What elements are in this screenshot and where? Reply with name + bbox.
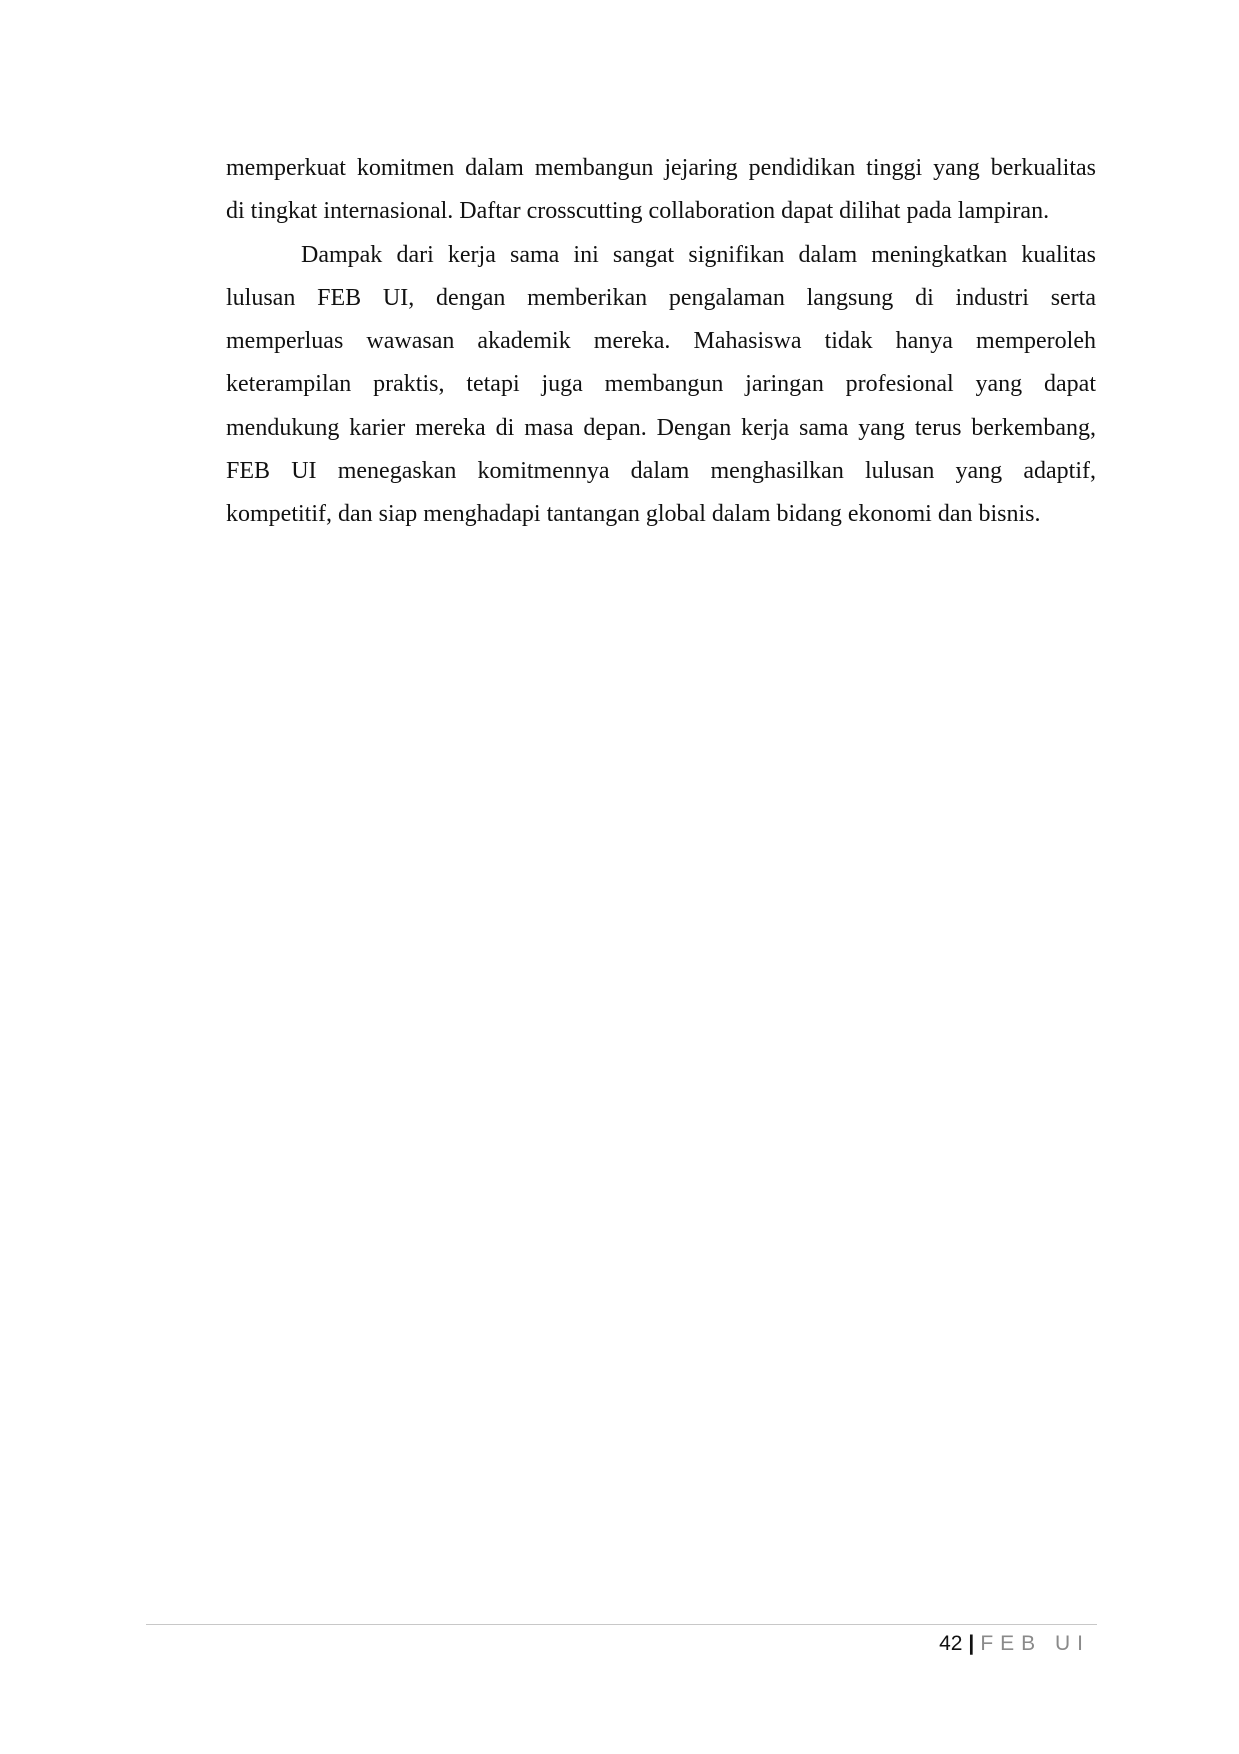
paragraph-1: [226, 147, 1096, 234]
paragraph-line: kompetitif, dan siap menghadapi tantangan global dalam bidang ekonomi dan bisnis.: [226, 501, 1041, 528]
footer-divider: [146, 1624, 1097, 1625]
paragraph-line: keterampilan praktis, tetapi juga membangun jaringan profesional yang dapat: [226, 371, 1096, 398]
paragraph-line: di tingkat internasional. Daftar crosscutting collaboration dapat dilihat pada lampiran.: [226, 198, 1050, 225]
paragraph-line: lulusan FEB UI, dengan memberikan pengalaman langsung di industri serta: [226, 284, 1096, 311]
footer-organization: FEB UI: [980, 1632, 1090, 1655]
paragraph-line: FEB UI menegaskan komitmennya dalam menghasilkan lulusan yang adaptif,: [226, 458, 1096, 485]
body-text: [226, 147, 1096, 537]
paragraph-line: memperluas wawasan akademik mereka. Mahasiswa tidak hanya memperoleh: [226, 328, 1096, 355]
paragraph-line: memperkuat komitmen dalam membangun jejaring pendidikan tinggi yang berkualitas: [226, 155, 1096, 181]
paragraph-2: [226, 234, 1096, 537]
paragraph-line: mendukung karier mereka di masa depan. Dengan kerja sama yang terus berkembang,: [226, 414, 1096, 441]
footer-separator: |: [968, 1632, 975, 1655]
page-footer: [939, 1629, 1090, 1659]
paragraph-line: Dampak dari kerja sama ini sangat signifikan dalam meningkatkan kualitas: [301, 241, 1096, 268]
page-number: 42: [939, 1632, 963, 1655]
